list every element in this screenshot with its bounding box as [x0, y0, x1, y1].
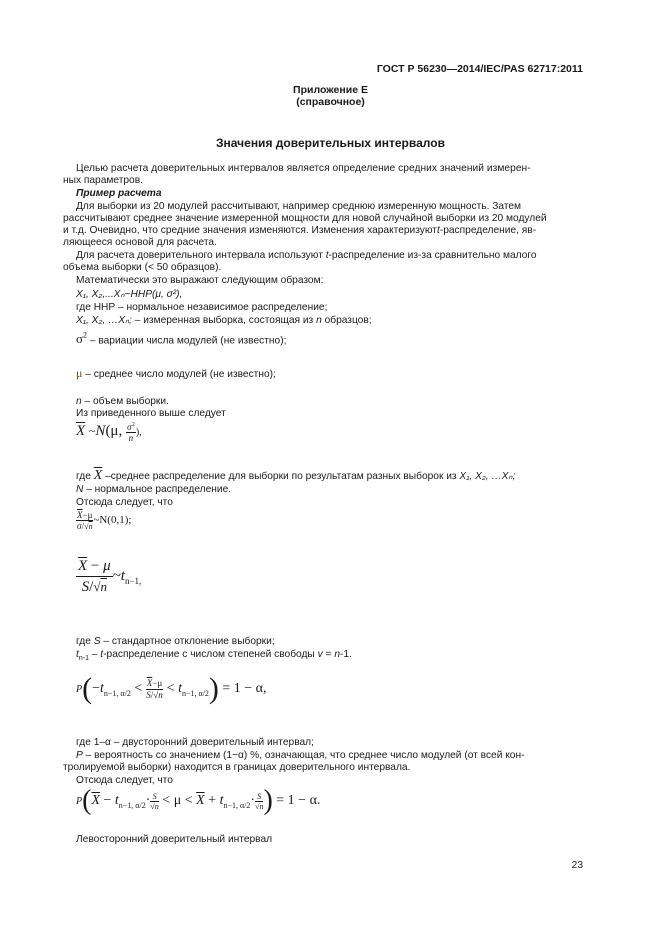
- N-def-text: – нормальное распределение.: [83, 484, 232, 495]
- S-def-text: – стандартное отклонение выборки;: [100, 636, 275, 647]
- sigma-symbol: $\sigma^2$: [76, 331, 88, 347]
- t-symbol: t: [76, 649, 79, 660]
- nnr-def-text: – нормальное независимое распределение;: [115, 302, 328, 313]
- S-symbol: S: [93, 636, 101, 647]
- mu-def-text: – среднее число модулей (не известно);: [82, 369, 276, 380]
- formula-probability-interval: $P(-t_{n-1, \alpha/2}$ < $\frac{\overline{X}-\mu}{S/√n}$ < $t_{n-1, \alpha/2}) = 1 - \alpha$,: [76, 672, 267, 705]
- example-line-3-end: -распределение, яв-: [439, 225, 537, 236]
- left-ci-heading: Левосторонний доверительный интервал: [76, 834, 273, 845]
- example-heading: Пример расчета: [76, 188, 162, 199]
- example-line-3: [63, 225, 536, 236]
- f5-rhs: = 1 − α.: [272, 793, 321, 809]
- formula-t-distribution: $\frac{\overline{X} - \mu}{S/√n}$ $\sim t_{n-1,}$: [78, 558, 142, 595]
- sigma-def-text: – вариации числа модулей (не известно);: [87, 335, 287, 347]
- P-definition-1: [76, 750, 524, 761]
- t-def-dash: –: [88, 649, 101, 660]
- dist-formula: [76, 289, 182, 300]
- nnr-definition: [76, 302, 327, 313]
- equals-1: =: [322, 649, 335, 660]
- purpose-line-2: ных параметров.: [63, 175, 143, 186]
- math-intro: Математически это выражают следующим образом:: [76, 275, 324, 286]
- ci-line-1: [76, 250, 537, 261]
- sigma-definition: [76, 331, 286, 347]
- f4-rhs: = 1 − α,: [218, 681, 267, 697]
- nnr-word: ННР: [93, 302, 116, 313]
- ci-line-1a: Для расчета доверительного интервала используют: [76, 250, 326, 261]
- follows-text: Из приведенного выше следует: [76, 408, 226, 419]
- mu-definition: [76, 366, 276, 381]
- f3-tail: ~t: [112, 567, 125, 584]
- f2-tail: ~N(0,1);: [93, 514, 132, 527]
- page-number: 23: [571, 860, 583, 871]
- sample-n: n: [316, 315, 322, 326]
- sample-def-text: – измеренная выборка, состоящая из: [134, 315, 317, 326]
- P-symbol: P: [76, 750, 83, 761]
- xbar-definition: [76, 468, 515, 484]
- example-line-1: Для выборки из 20 модулей рассчитывают, например среднюю измеренную мощность. Затем: [76, 201, 522, 212]
- hence-2: Отсюда следует, что: [76, 775, 173, 786]
- example-line-3-t: t: [436, 225, 440, 236]
- appendix-title: Приложение Е: [293, 84, 368, 96]
- alpha-definition: где 1–α – двусторонний доверительный интервал;: [76, 737, 314, 748]
- example-line-2: рассчитывают среднее значение измеренной мощности для новой случайной выборки из 20 модулей: [63, 213, 547, 224]
- mu-symbol: μ: [76, 366, 83, 380]
- example-line-4: ляющееся основой для расчета.: [63, 237, 217, 248]
- nu-symbol: v: [317, 649, 323, 660]
- N-symbol: N: [76, 484, 84, 495]
- ci-line-1b: -распределение из-за сравнительно малого: [328, 250, 537, 261]
- formula-xbar-distribution: $\overline{X}$ ~N(μ, $\frac{\sigma^2}{n}$ ),: [76, 422, 142, 443]
- n-def-text: – объем выборки.: [81, 396, 169, 407]
- P-def-text: – вероятность со значением (1−α) %, означающая, что среднее число модулей (от всей кон-: [82, 750, 525, 761]
- dist-formula-text: X₁, X₂,...Xₙ~ННР(μ, σ²),: [76, 289, 183, 300]
- formula-standardized-normal: $\frac{\overline{X}-\mu}{\sigma/√n}$ ~N(0,1);: [76, 510, 132, 531]
- where-2: где: [76, 471, 94, 482]
- sample-definition: [76, 315, 372, 326]
- n-definition: [76, 396, 169, 407]
- purpose-line-1: Целью расчета доверительных интервалов является определение средних значений измерен-: [76, 163, 531, 174]
- S-definition: [76, 636, 275, 647]
- example-line-3-text: и т.д. Очевидно, что средние значения изменяются. Изменения характеризуют: [63, 225, 437, 236]
- where-3: где: [76, 636, 94, 647]
- t-sub: n-1: [78, 655, 89, 663]
- n-symbol: n: [76, 396, 82, 407]
- minus-one: -1.: [339, 649, 352, 660]
- formula-confidence-interval: $P(\overline{X} - t_{n-1, \alpha/2}\cdot$ $\frac{S}{√n}$ < $\mu < \overline{X} + t_{n-1, \alpha/2}\cdot$ $\frac{S}{√n}$ ) = 1 − α.: [76, 785, 321, 816]
- hence-1: Отсюда следует, что: [76, 497, 173, 508]
- t-def-text: -распределение с числом степеней свободы: [103, 649, 318, 660]
- sample-x: X₁, X₂, …Xₙ;: [76, 315, 132, 326]
- N-definition: [76, 484, 231, 495]
- t-symbol-2: t: [100, 649, 104, 660]
- n-symbol-2: n: [334, 649, 340, 660]
- P-definition-2: тролируемой выборки) находится в границах доверительного интервала.: [63, 762, 411, 773]
- xbar-x-list: X₁, X₂, …Xₙ;: [459, 471, 516, 482]
- appendix-subtitle: (справочное): [296, 96, 365, 108]
- xbar-def-text: –среднее распределение для выборки по результатам разных выборок из: [105, 471, 460, 482]
- ci-line-2: объема выборки (< 50 образцов).: [63, 262, 222, 273]
- f1-comma: ),: [135, 426, 142, 438]
- f3-sub: n−1,: [124, 575, 142, 586]
- standard-code: ГОСТ Р 56230—2014/IEC/PAS 62717:2011: [376, 63, 583, 75]
- sample-def-tail: образцов;: [321, 315, 372, 326]
- section-title: Значения доверительных интервалов: [216, 136, 445, 150]
- t-definition: [76, 649, 352, 662]
- xbar-symbol: $\overline{X}$: [93, 468, 103, 483]
- ci-line-1-t: t: [325, 250, 329, 261]
- where-1: где: [76, 302, 94, 313]
